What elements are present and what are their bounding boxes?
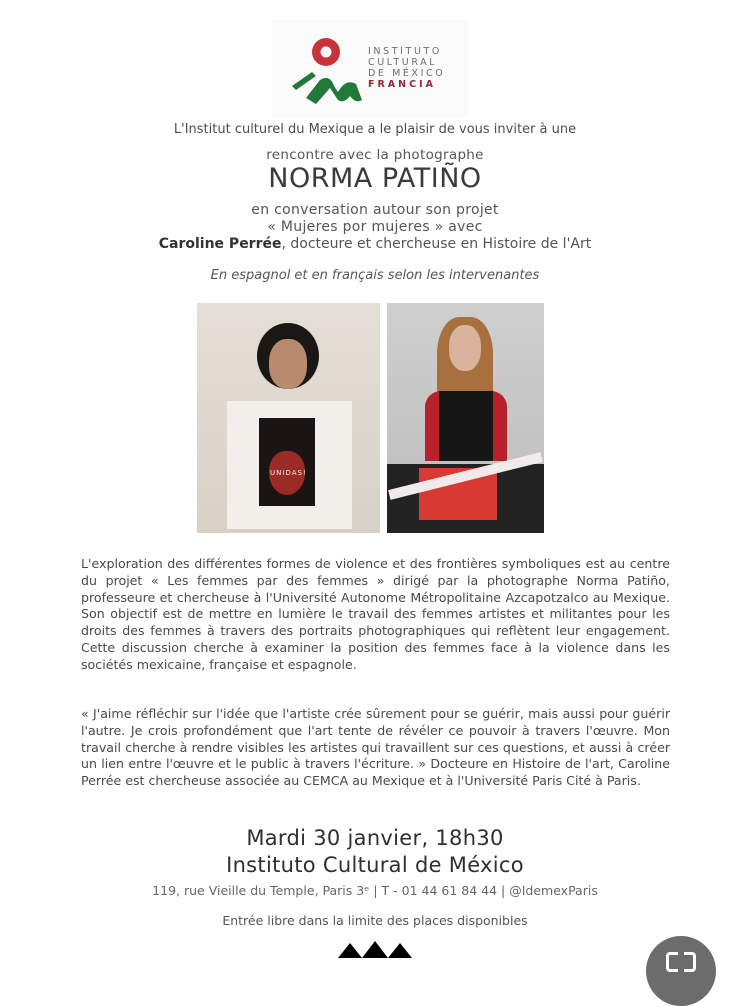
conversation-line: en conversation autour son projet — [251, 202, 499, 218]
logo-wordmark — [368, 46, 445, 90]
event-address: 119, rue Vieille du Temple, Paris 3ᵉ | T - 01 44 61 84 44 | @IdemexParis — [152, 883, 598, 898]
photo-caroline-perree — [387, 303, 544, 533]
logo-line: INSTITUTO — [368, 46, 442, 57]
meeting-line: rencontre avec la photographe — [266, 147, 484, 163]
photo-norma-patino — [197, 303, 380, 533]
guest-name: Caroline Perrée — [158, 236, 282, 252]
invite-line: L'Institut culturel du Mexique a le plaisir de vous inviter à une — [173, 122, 577, 137]
guest-line — [0, 236, 750, 252]
instituto-cultural-logo — [272, 20, 468, 118]
expand-icon — [666, 952, 696, 972]
event-venue: Instituto Cultural de México — [226, 853, 524, 877]
guest-title: , docteure et chercheuse en Histoire de l'Art — [281, 236, 592, 252]
project-line: « Mujeres por mujeres » avec — [267, 219, 483, 235]
description-paragraph: L'exploration des différentes formes de violence et des frontières symboliques est au centre du projet « Les femmes par des femmes » dirigé par la photographe Norma Patiño, professeure et chercheuse à l'Université Autonome Métropolitaine Azcapotzalco au Mexique. Son objectif est de mettre en lumière le travail des femmes artistes et militantes pour les droits des femmes à travers des portraits photographiques qui reflètent leur engagement. Cette discussion cherche à examiner la position des femmes face à la violence dans les sociétés mexicaine, française et espagnole. — [81, 556, 670, 672]
fullscreen-button[interactable] — [646, 936, 716, 1006]
entry-note: Entrée libre dans la limite des places disponibles — [222, 913, 528, 928]
photographer-name: NORMA PATIÑO — [268, 163, 482, 194]
quote-paragraph: « J'aime réfléchir sur l'idée que l'artiste crée sûrement pour se guérir, mais aussi pour guérir l'autre. Je crois profondément que l'art tente de révéler ce pouvoir à travers l'œuvre. Mon travail cherche à rendre visibles les artistes qui travaillent sur ces questions, et aussi à créer un lien entre l'œuvre et le public à travers l'écriture. » Docteure en Histoire de l'art, Caroline Perrée est chercheuse associée au CEMCA au Mexique et à l'Université Paris Cité à Paris. — [81, 706, 670, 789]
logo-emblem-icon — [286, 34, 366, 108]
uam-logo-icon — [338, 941, 412, 958]
logo-line: DE MÉXICO — [368, 68, 446, 79]
logo-line-francia: FRANCIA — [368, 79, 436, 90]
event-date: Mardi 30 janvier, 18h30 — [246, 826, 504, 850]
logo-line: CULTURAL — [368, 57, 438, 68]
language-note: En espagnol et en français selon les intervenantes — [210, 268, 540, 283]
sign-text: UNIDAS! — [270, 469, 307, 477]
